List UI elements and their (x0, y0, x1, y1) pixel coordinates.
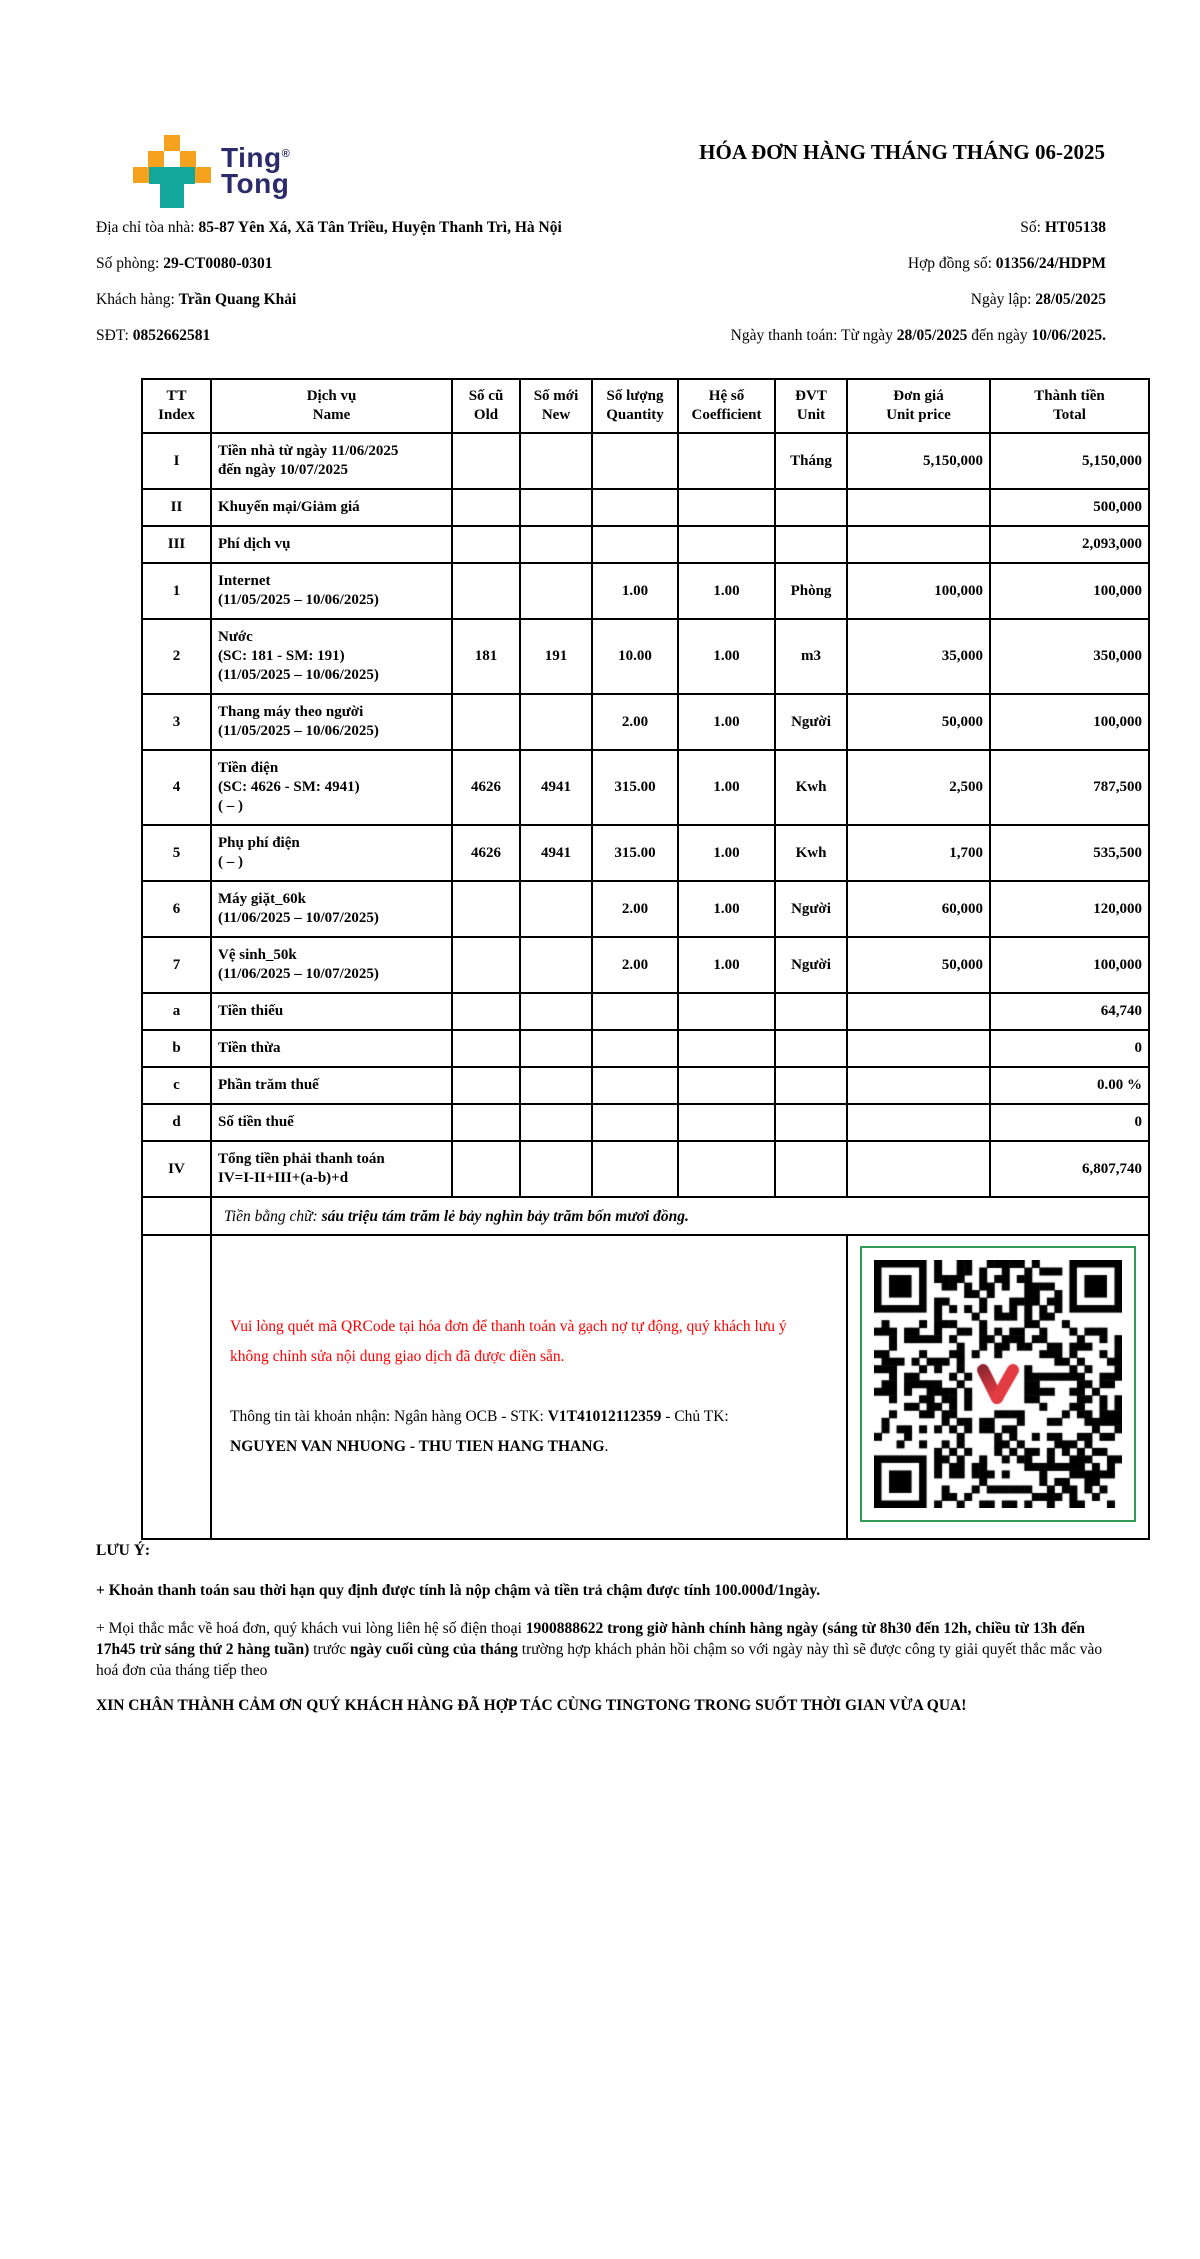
table-row: c Phần trăm thuế 0.00 % (142, 1067, 1149, 1104)
contract-number: Hợp đồng số: 01356/24/HDPM (907, 255, 1106, 272)
table-row: III Phí dịch vụ 2,093,000 (142, 526, 1149, 563)
tingtong-wordmark: Ting® Tong (221, 142, 291, 199)
page-title: HÓA ĐƠN HÀNG THÁNG THÁNG 06-2025 (699, 140, 1105, 164)
table-row: 7 Vệ sinh_50k (11/06/2025 – 10/07/2025) 2.00 1.00 Người 50,000 100,000 (142, 937, 1149, 993)
col-header-unit-price: Đơn giá Unit price (847, 379, 990, 433)
table-row: 4 Tiền điện (SC: 4626 - SM: 4941) ( – ) 4626 4941 315.00 1.00 Kwh 2,500 787,500 (142, 750, 1149, 825)
table-row: II Khuyến mại/Giảm giá 500,000 (142, 489, 1149, 526)
customer-phone: SĐT: 0852662581 (96, 327, 211, 344)
table-row: 3 Thang máy theo người (11/05/2025 – 10/06/2025) 2.00 1.00 Người 50,000 100,000 (142, 694, 1149, 750)
col-header-name: Dịch vụ Name (211, 379, 452, 433)
invoice-info-left (96, 210, 574, 354)
col-header-new: Số mới New (520, 379, 592, 433)
tingtong-logo (133, 135, 290, 217)
late-payment-note: + Khoản thanh toán sau thời hạn quy định được tính là nộp chậm và tiền trả chậm được tính 100.000đ/1ngày. (96, 1582, 821, 1599)
invoice-info-right (586, 210, 1106, 354)
amount-in-words-row (142, 1197, 1149, 1235)
issue-date: Ngày lập: 28/05/2025 (970, 291, 1106, 308)
hotline-note: + Mọi thắc mắc về hoá đơn, quý khách vui lòng liên hệ số điện thoại 1900888622 trong giờ hành chính hàng ngày (sáng từ 8h30 đến 12h, chiều từ 13h đến 17h45 trừ sáng thứ 2 hàng tuần) trước ngày cuối cùng của tháng trường hợp khách phản hồi chậm so với ngày này thì sẽ được công ty giải quyết thắc mắc vào hoá đơn của tháng tiếp theo (96, 1620, 1103, 1679)
notes-heading: LƯU Ý: (96, 1542, 151, 1559)
footer-notes (96, 1540, 1110, 1716)
customer-name: Khách hàng: Trần Quang Khải (96, 291, 297, 308)
invoice-number: Số: HT05138 (1020, 219, 1106, 236)
bank-account-info: Thông tin tài khoản nhận: Ngân hàng OCB - STK: V1T41012112359 - Chủ TK: NGUYEN VAN NHUONG - THU TIEN HANG THANG. (230, 1408, 729, 1455)
payment-period: Ngày thanh toán: Từ ngày 28/05/2025 đến ngày 10/06/2025. (730, 327, 1106, 344)
room-number: Số phòng: 29-CT0080-0301 (96, 255, 273, 272)
col-header-old: Số cũ Old (452, 379, 520, 433)
amount-in-words: Tiền bằng chữ: sáu triệu tám trăm lẻ bảy nghìn bảy trăm bốn mươi đồng. (211, 1197, 1149, 1235)
table-row: 6 Máy giặt_60k (11/06/2025 – 10/07/2025) 2.00 1.00 Người 60,000 120,000 (142, 881, 1149, 937)
registered-mark: ® (281, 148, 291, 160)
payment-instructions (211, 1235, 847, 1539)
qr-code-frame (860, 1246, 1136, 1522)
table-row: d Số tiền thuế 0 (142, 1104, 1149, 1141)
table-header-row (142, 379, 1149, 433)
payment-qr-code (874, 1260, 1122, 1508)
col-header-quantity: Số lượng Quantity (592, 379, 678, 433)
qr-warning-text: Vui lòng quét mã QRCode tại hóa đơn để thanh toán và gạch nợ tự động, quý khách lưu ý không chỉnh sửa nội dung giao dịch đã được điền sẵn. (230, 1318, 787, 1365)
invoice-table (141, 378, 1150, 1540)
table-row: a Tiền thiếu 64,740 (142, 993, 1149, 1030)
qr-row (142, 1235, 1149, 1539)
tingtong-logo-icon (133, 135, 211, 217)
col-header-coefficient: Hệ số Coefficient (678, 379, 775, 433)
col-header-index: TT Index (142, 379, 211, 433)
col-header-unit: ĐVT Unit (775, 379, 847, 433)
building-address: Địa chỉ tòa nhà: 85-87 Yên Xá, Xã Tân Triều, Huyện Thanh Trì, Hà Nội (96, 219, 562, 236)
table-row: 5 Phụ phí điện ( – ) 4626 4941 315.00 1.00 Kwh 1,700 535,500 (142, 825, 1149, 881)
table-row: b Tiền thừa 0 (142, 1030, 1149, 1067)
invoice-table-body (142, 433, 1149, 1197)
invoice-info (96, 210, 1106, 354)
table-row: 2 Nước (SC: 181 - SM: 191) (11/05/2025 – 10/06/2025) 181 191 10.00 1.00 m3 35,000 350,000 (142, 619, 1149, 694)
table-row: I Tiền nhà từ ngày 11/06/2025 đến ngày 10/07/2025 Tháng 5,150,000 5,150,000 (142, 433, 1149, 489)
table-row: IV Tổng tiền phải thanh toán IV=I-II+III+(a-b)+d 6,807,740 (142, 1141, 1149, 1197)
table-row: 1 Internet (11/05/2025 – 10/06/2025) 1.00 1.00 Phòng 100,000 100,000 (142, 563, 1149, 619)
thank-you-note: XIN CHÂN THÀNH CẢM ƠN QUÝ KHÁCH HÀNG ĐÃ HỢP TÁC CÙNG TINGTONG TRONG SUỐT THỜI GIAN VỪA QUA! (96, 1697, 967, 1714)
col-header-total: Thành tiền Total (990, 379, 1149, 433)
